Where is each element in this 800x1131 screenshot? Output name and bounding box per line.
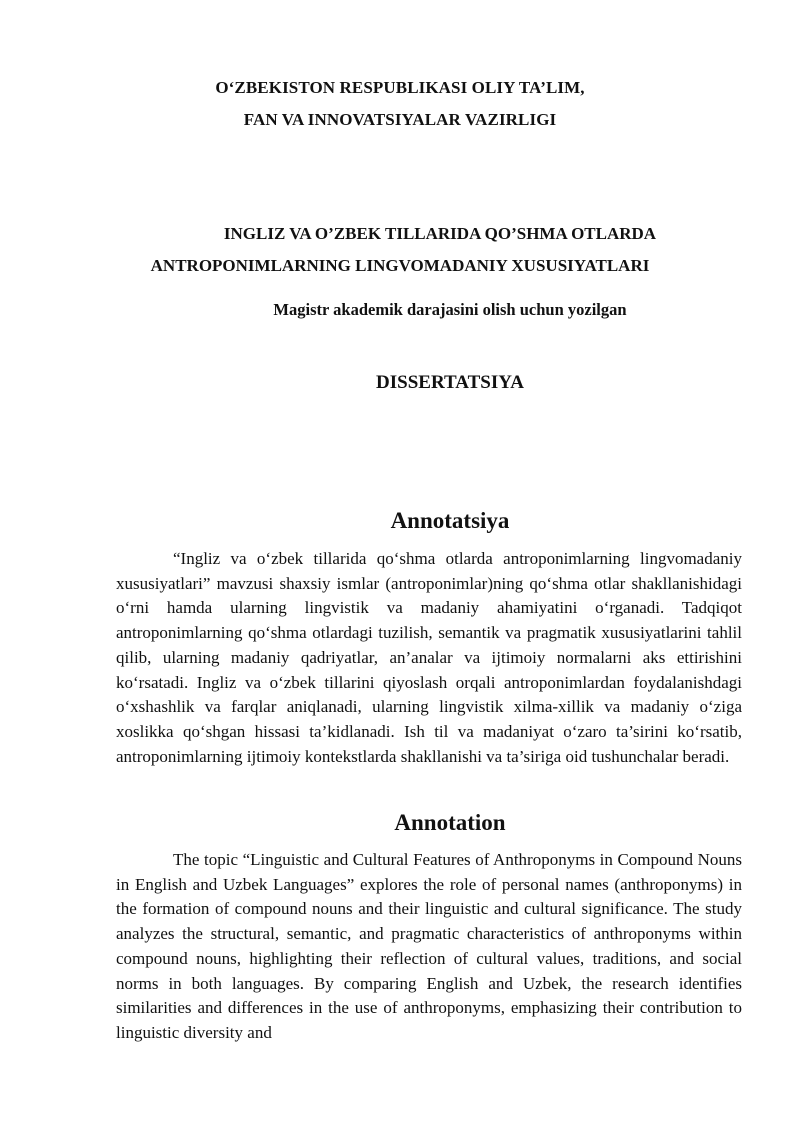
document-type: DISSERTATSIYA bbox=[376, 372, 524, 393]
ministry-line-1: O‘ZBEKISTON RESPUBLIKASI OLIY TA’LIM, bbox=[215, 78, 585, 97]
degree-subtitle: Magistr akademik darajasini olish uchun yozilgan bbox=[273, 300, 627, 319]
annotatsiya-paragraph: “Ingliz va o‘zbek tillarida qo‘shma otlarda antroponimlarning lingvomadaniy xususiyatlari” mavzusi shaxsiy ismlar (antroponimlar)ning qo‘shma otlar shakllanishidagi o‘rni hamda ularning lingvistik va madaniy ahamiyatini o‘rganadi. Tadqiqot antroponimlarning qo‘shma otlardagi tuzilish, semantik va pragmatik xususiyatlarini tahlil qilib, ularning madaniy qadriyatlar, an’analar va ijtimoiy normalarni aks ettirishini ko‘rsatadi. Ingliz va o‘zbek tillarini qiyoslash orqali antroponimlardan foydalanishdagi o‘xshashlik va farqlar aniqlanadi, ularning lingvistik xilma-xillik va madaniy o‘ziga xoslikka qo‘shgan hissasi ta’kidlanadi. Ish til va madaniyat o‘zaro ta’sirini ko‘rsatib, antroponimlarning ijtimoiy kontekstlarda shakllanishi va ta’siriga oid tushunchalar beradi. bbox=[116, 549, 742, 766]
thesis-title-line-1: INGLIZ VA O’ZBEK TILLARIDA QO’SHMA OTLARDA bbox=[223, 224, 657, 243]
thesis-title-line-2: ANTROPONIMLARNING LINGVOMADANIY XUSUSIYATLARI bbox=[150, 256, 650, 275]
annotatsiya-heading: Annotatsiya bbox=[390, 508, 510, 533]
annotation-paragraph: The topic “Linguistic and Cultural Features of Anthroponyms in Compound Nouns in English and Uzbek Languages” explores the role of personal names (anthroponyms) in the formation of compound nouns and their linguistic and cultural significance. The study analyzes the structural, semantic, and pragmatic characteristics of anthroponyms within compound nouns, highlighting their reflection of cultural values, traditions, and social norms in both languages. By comparing English and Uzbek, the research identifies similarities and differences in the use of anthroponyms, emphasizing their contribution to linguistic diversity and bbox=[116, 850, 742, 1042]
ministry-line-2: FAN VA INNOVATSIYALAR VAZIRLIGI bbox=[243, 110, 557, 129]
annotation-heading: Annotation bbox=[394, 810, 506, 835]
